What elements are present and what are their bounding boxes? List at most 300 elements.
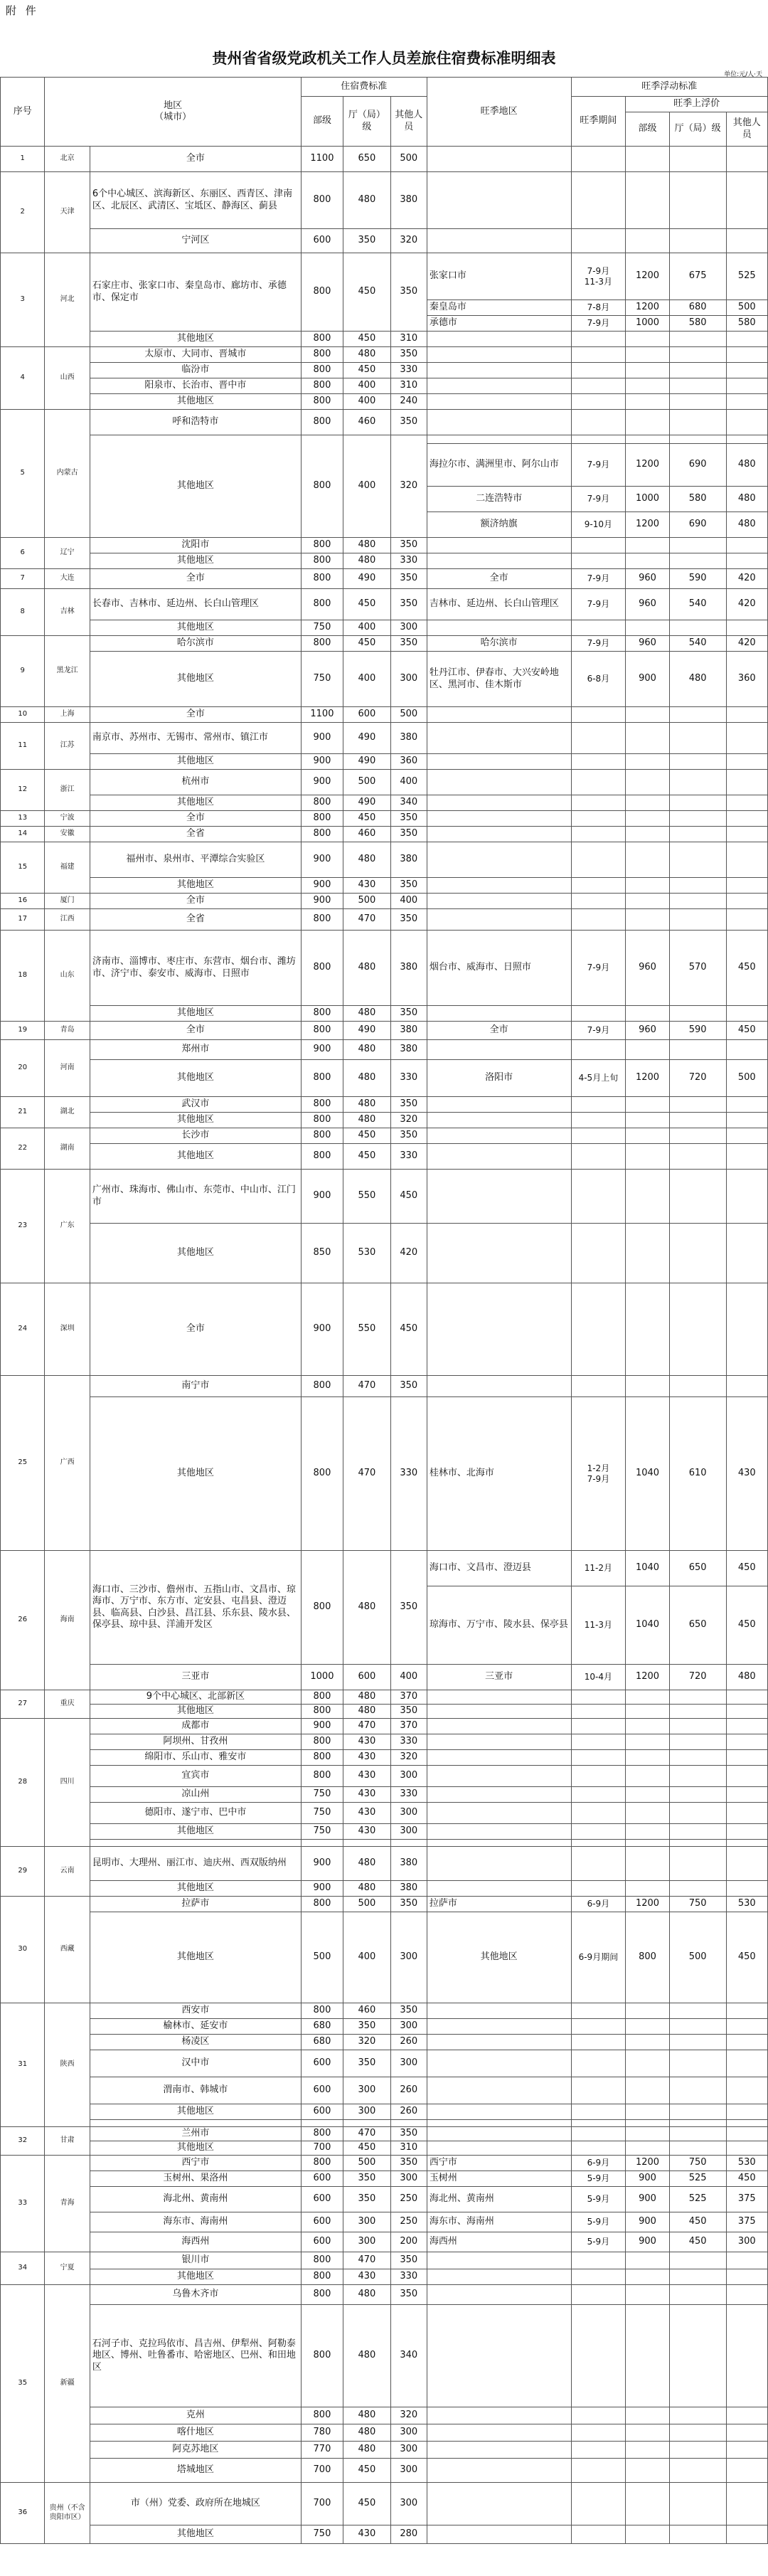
table-cell [427,2104,571,2120]
table-row [1,410,768,435]
header-peak-bureau: 厅（局）级 [669,112,726,147]
table-cell [726,2285,767,2305]
table-cell [571,2035,626,2050]
table-cell [669,1006,726,1022]
table-cell: 420 [726,636,767,652]
table-cell: 800 [301,1006,343,1022]
table-cell: 800 [301,2127,343,2141]
table-cell: 480 [343,1060,391,1097]
table-cell [669,2459,726,2483]
table-cell: 全市 [90,707,301,723]
table-cell: 960 [626,636,669,652]
table-cell [669,435,726,444]
table-row [1,2269,768,2285]
table-cell: 全市 [90,811,301,827]
table-cell: 青岛 [45,1022,90,1040]
table-cell [726,1040,767,1060]
table-cell [626,2459,669,2483]
table-cell: 河南 [45,1040,90,1097]
table-cell [669,2305,726,2407]
table-cell: 其他地区 [90,754,301,770]
table-cell [571,2305,626,2407]
table-cell: 辽宁 [45,538,90,569]
table-cell [571,2252,626,2269]
table-cell: 海北州、黄南州 [427,2187,571,2212]
table-cell: 乌鲁木齐市 [90,2285,301,2305]
table-cell: 480 [343,2424,391,2442]
table-cell: 900 [301,1881,343,1897]
table-cell: 380 [390,1040,427,1060]
table-cell [427,2141,571,2156]
table-cell [726,2459,767,2483]
table-cell: 7-9月 [571,487,626,512]
table-cell: 430 [343,1734,391,1750]
table-cell: 350 [343,2019,391,2035]
table-cell: 900 [301,754,343,770]
table-cell [669,1097,726,1113]
table-row [1,754,768,770]
header-peak-area: 旺季地区 [427,78,571,147]
table-cell: 200 [390,2232,427,2252]
table-cell: 34 [1,2252,45,2285]
table-cell: 900 [301,1283,343,1376]
table-row [1,1719,768,1734]
table-cell: 350 [390,2127,427,2141]
table-row [1,1803,768,1824]
table-row [1,1912,768,2003]
table-cell: 600 [301,2171,343,2187]
table-cell [726,707,767,723]
table-cell: 800 [301,1022,343,1040]
table-cell [571,1170,626,1224]
table-cell: 其他地区 [90,2269,301,2285]
table-cell: 全市 [427,569,571,589]
table-cell: 350 [390,589,427,620]
table-row [1,2442,768,2459]
table-cell [90,2120,301,2127]
table-cell: 其他地区 [90,878,301,894]
table-cell: 480 [343,2305,391,2407]
table-cell: 4-5月上旬 [571,1060,626,1097]
table-cell: 400 [343,378,391,394]
table-cell [571,332,626,347]
table-row [1,2120,768,2127]
table-cell [626,1690,669,1705]
table-cell: 20 [1,1040,45,1097]
table-cell: 其他地区 [90,2141,301,2156]
table-cell: 300 [390,2171,427,2187]
table-cell [726,1734,767,1750]
table-cell: 11 [1,723,45,770]
table-cell: 490 [343,754,391,770]
header-row [1,78,768,97]
table-cell: 470 [343,2252,391,2269]
table-cell: 350 [390,347,427,363]
table-cell: 1040 [626,1551,669,1586]
table-cell: 黑龙江 [45,636,90,707]
table-cell [427,378,571,394]
table-cell: 900 [301,1847,343,1881]
table-cell [726,2003,767,2019]
table-row [1,1766,768,1787]
table-cell: 380 [390,723,427,754]
table-cell: 450 [390,1283,427,1376]
table-cell [427,770,571,795]
table-cell [571,1224,626,1283]
table-cell: 30 [1,1897,45,2003]
table-cell [626,909,669,931]
table-cell: 750 [301,620,343,636]
table-row [1,2077,768,2104]
table-cell [626,1144,669,1170]
table-cell: 其他地区 [90,652,301,707]
table-cell [571,2483,626,2525]
table-cell: 其他地区 [90,620,301,636]
table-cell: 7-9月 [571,636,626,652]
table-cell: 450 [343,589,391,620]
table-cell: 600 [343,1665,391,1690]
table-cell [669,1847,726,1881]
table-cell: 厦门 [45,894,90,909]
table-row [1,1040,768,1060]
table-cell: 470 [343,2127,391,2141]
table-cell: 800 [301,1766,343,1787]
table-cell [726,2120,767,2127]
table-cell [669,2483,726,2525]
table-cell: 承德市 [427,316,571,332]
table-cell: 800 [301,2407,343,2424]
table-cell [427,538,571,553]
table-cell: 海口市、三沙市、儋州市、五指山市、文昌市、琼海市、万宁市、东方市、定安县、屯昌县、澄迈县、临高县、白沙县、昌江县、乐东县、陵水县、保亭县、琼中县、洋浦开发区 [90,1551,301,1665]
table-cell [571,1006,626,1022]
table-cell [427,827,571,842]
table-cell: 450 [726,1912,767,2003]
table-cell: 800 [301,931,343,1006]
table-cell: 阿克苏地区 [90,2442,301,2459]
table-cell: 900 [626,2187,669,2212]
table-cell: 昆明市、大理州、丽江市、迪庆州、西双版纳州 [90,1847,301,1881]
table-cell: 海拉尔市、满洲里市、阿尔山市 [427,444,571,487]
table-cell [669,1719,726,1734]
table-cell: 320 [390,2407,427,2424]
page-title: 贵州省省级党政机关工作人员差旅住宿费标准明细表 [212,50,556,67]
table-cell [626,754,669,770]
table-cell [726,620,767,636]
table-cell: 530 [726,1897,767,1912]
table-cell: 700 [301,2483,343,2525]
table-cell: 750 [669,2156,726,2171]
table-cell [427,1690,571,1705]
table-row [1,1881,768,1897]
table-cell: 1-2月 7-9月 [571,1397,626,1551]
table-cell [669,2127,726,2141]
table-cell: 安徽 [45,827,90,842]
table-cell: 490 [343,723,391,754]
table-cell [669,1750,726,1766]
table-cell: 22 [1,1128,45,1170]
table-cell: 330 [390,1787,427,1803]
table-cell: 900 [626,652,669,707]
table-cell: 570 [669,931,726,1006]
table-cell: 450 [343,1144,391,1170]
table-cell [669,1040,726,1060]
table-cell [626,2407,669,2424]
table-row [1,1690,768,1705]
table-cell [726,1766,767,1787]
table-row [1,1170,768,1224]
table-cell [571,2424,626,2442]
table-cell [726,909,767,931]
table-cell: 西宁市 [90,2156,301,2171]
table-cell [726,1113,767,1128]
table-cell: 汉中市 [90,2050,301,2077]
table-cell [726,1787,767,1803]
table-cell [427,878,571,894]
table-row [1,2127,768,2141]
table-cell [669,770,726,795]
table-cell: 460 [343,2003,391,2019]
table-cell [571,378,626,394]
table-cell: 900 [301,894,343,909]
table-cell [626,2305,669,2407]
table-row [1,2407,768,2424]
table-cell: 海西州 [427,2232,571,2252]
table-cell: 11-3月 [571,1586,626,1665]
table-cell: 750 [301,1787,343,1803]
table-row [1,1224,768,1283]
table-cell: 600 [301,229,343,253]
table-row [1,2525,768,2544]
table-cell [669,2077,726,2104]
table-cell: 430 [343,2269,391,2285]
table-cell: 430 [343,878,391,894]
table-cell [669,827,726,842]
table-cell: 450 [726,2171,767,2187]
table-cell [669,2003,726,2019]
table-cell [571,2019,626,2035]
table-cell [571,435,626,444]
table-cell [669,553,726,569]
table-cell: 7-8月 [571,300,626,316]
table-cell: 9-10月 [571,512,626,538]
table-cell: 海北州、黄南州 [90,2187,301,2212]
table-cell: 6个中心城区、滨海新区、东丽区、西青区、津南区、北辰区、武清区、宝坻区、静海区、蓟县 [90,172,301,229]
table-row [1,652,768,707]
table-cell: 湖北 [45,1097,90,1128]
table-cell: 1200 [626,512,669,538]
table-row [1,2252,768,2269]
table-row [1,1897,768,1912]
table-cell: 1000 [626,316,669,332]
table-cell: 郑州市 [90,1040,301,1060]
table-cell [726,2424,767,2442]
table-cell: 绵阳市、乐山市、雅安市 [90,1750,301,1766]
table-cell [571,707,626,723]
table-cell: 480 [343,931,391,1006]
table-cell: 7-9月 [571,1022,626,1040]
table-cell [626,2050,669,2077]
table-cell [90,1840,301,1847]
table-cell: 480 [343,1705,391,1719]
table-cell: 310 [390,378,427,394]
table-cell: 牡丹江市、伊春市、大兴安岭地区、黑河市、佳木斯市 [427,652,571,707]
table-cell: 480 [343,1006,391,1022]
table-cell [726,1144,767,1170]
table-cell: 350 [390,2003,427,2019]
table-cell [427,229,571,253]
table-row [1,2104,768,2120]
table-row [1,229,768,253]
table-cell: 渭南市、韩城市 [90,2077,301,2104]
table-cell: 330 [390,1397,427,1551]
table-cell: 甘肃 [45,2127,90,2156]
table-cell: 26 [1,1551,45,1690]
table-cell: 960 [626,589,669,620]
table-cell: 800 [301,1750,343,1766]
table-cell: 450 [343,636,391,652]
table-cell: 其他地区 [90,1113,301,1128]
table-cell [726,2141,767,2156]
table-cell [571,147,626,172]
table-cell [669,795,726,811]
table-row [1,2171,768,2187]
table-row [1,1787,768,1803]
table-cell [669,894,726,909]
table-row [1,1665,768,1690]
table-cell: 沈阳市 [90,538,301,553]
table-cell [669,1766,726,1787]
table-cell [626,1097,669,1113]
table-cell [571,363,626,378]
header-peak-price: 旺季上浮价 [626,97,768,112]
table-cell: 600 [301,2187,343,2212]
table-cell [726,410,767,435]
table-cell: 2 [1,172,45,253]
table-cell: 680 [301,2019,343,2035]
table-cell: 300 [390,2050,427,2077]
table-cell: 260 [390,2104,427,2120]
table-cell [669,363,726,378]
table-cell: 525 [726,253,767,300]
table-cell [626,1170,669,1224]
table-cell [427,620,571,636]
table-cell [571,1690,626,1705]
table-cell: 470 [343,909,391,931]
table-cell: 350 [390,1705,427,1719]
table-row [1,909,768,931]
table-cell [571,795,626,811]
table-cell: 430 [343,2525,391,2544]
table-cell: 250 [390,2212,427,2232]
table-cell [571,842,626,878]
table-cell [571,1734,626,1750]
table-cell: 330 [390,363,427,378]
table-cell [427,2269,571,2285]
table-cell: 福州市、泉州市、平潭综合实验区 [90,842,301,878]
table-cell [726,2305,767,2407]
table-cell [669,332,726,347]
table-cell: 650 [343,147,391,172]
table-cell [571,172,626,229]
table-cell: 400 [390,770,427,795]
table-cell [626,2141,669,2156]
table-cell: 全市 [90,1022,301,1040]
table-cell [669,1881,726,1897]
table-cell [427,1170,571,1224]
table-cell: 450 [343,363,391,378]
table-cell: 宁波 [45,811,90,827]
table-cell: 6-9月期间 [571,1912,626,2003]
table-cell: 800 [301,435,343,538]
table-cell: 全市 [90,569,301,589]
table-cell: 300 [390,2442,427,2459]
table-cell: 400 [343,620,391,636]
table-cell [669,2141,726,2156]
table-row [1,2459,768,2483]
table-cell [571,1840,626,1847]
table-cell [427,1040,571,1060]
table-cell: 其他地区 [90,2104,301,2120]
table-cell: 哈尔滨市 [427,636,571,652]
table-cell [571,229,626,253]
table-cell: 桂林市、北海市 [427,1397,571,1551]
table-row [1,636,768,652]
table-cell: 5-9月 [571,2171,626,2187]
table-cell: 800 [301,1705,343,1719]
table-cell: 800 [301,1551,343,1665]
table-cell [427,2525,571,2544]
table-cell: 3 [1,253,45,347]
table-cell: 全市 [90,1283,301,1376]
table-cell [726,1881,767,1897]
table-cell: 10 [1,707,45,723]
table-cell: 590 [669,569,726,589]
table-cell [726,435,767,444]
table-cell [669,2525,726,2544]
table-row [1,2232,768,2252]
table-cell [626,172,669,229]
table-cell [571,553,626,569]
table-cell [427,553,571,569]
table-cell [343,1840,391,1847]
table-cell: 其他地区 [90,2525,301,2544]
table-cell: 烟台市、威海市、日照市 [427,931,571,1006]
table-cell [669,172,726,229]
table-cell: 江苏 [45,723,90,770]
table-cell [571,1144,626,1170]
table-cell: 600 [301,2050,343,2077]
table-cell [626,1840,669,1847]
table-cell [626,2077,669,2104]
table-cell [571,2285,626,2305]
table-cell [626,378,669,394]
table-row [1,435,768,444]
table-cell: 7-9月 [571,931,626,1006]
table-cell [669,147,726,172]
table-cell: 其他地区 [90,1824,301,1840]
table-cell [427,363,571,378]
table-cell [669,1144,726,1170]
table-cell: 呼和浩特市 [90,410,301,435]
table-cell: 300 [390,620,427,636]
table-cell: 450 [343,332,391,347]
table-cell: 450 [343,253,391,332]
table-cell [726,754,767,770]
table-cell [669,2120,726,2127]
table-cell: 500 [726,1060,767,1097]
table-cell: 310 [390,2141,427,2156]
table-cell [669,1705,726,1719]
